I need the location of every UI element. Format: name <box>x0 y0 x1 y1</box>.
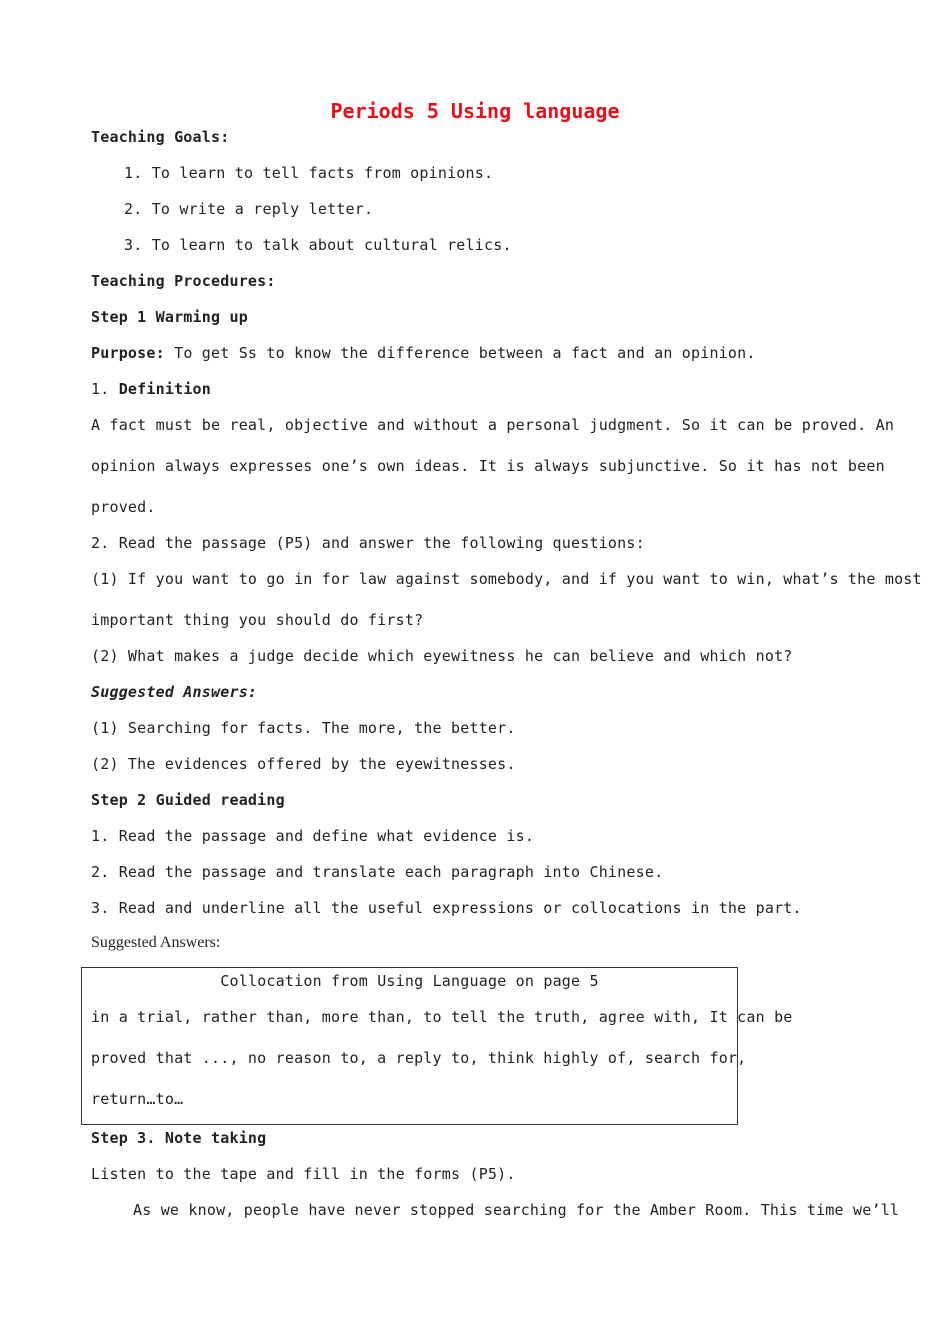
step3-instruction: Listen to the tape and fill in the forms (P5). <box>91 1165 516 1183</box>
suggested-answers-label: Suggested Answers: <box>91 934 221 951</box>
purpose-text: To get Ss to know the difference between a fact and an opinion. <box>164 344 756 362</box>
step2-item: 2. Read the passage and translate each paragraph into Chinese. <box>91 863 664 881</box>
step2-item: 1. Read the passage and define what evidence is. <box>91 827 535 845</box>
collocation-box <box>81 967 793 1125</box>
question-2: (2) What makes a judge decide which eyewitness he can believe and which not? <box>91 647 793 665</box>
goal-item: 1. To learn to tell facts from opinions. <box>124 164 494 182</box>
answer-item: (2) The evidences offered by the eyewitnesses. <box>91 755 516 773</box>
step3-heading: Step 3. Note taking <box>91 1129 267 1147</box>
goal-item: 2. To write a reply letter. <box>124 200 374 218</box>
answer-item: (1) Searching for facts. The more, the better. <box>91 719 516 737</box>
page-title: Periods 5 Using language <box>330 99 620 123</box>
purpose-label: Purpose: <box>91 344 165 362</box>
definition-number: 1. <box>91 380 119 398</box>
definition-line: proved. <box>91 498 156 516</box>
step2-item: 3. Read and underline all the useful expressions or collocations in the part. <box>91 899 802 917</box>
question-1-line: important thing you should do first? <box>91 611 424 629</box>
collocation-line: proved that ..., no reason to, a reply to, think highly of, search for, <box>91 1049 747 1067</box>
goals-heading: Teaching Goals: <box>91 128 230 146</box>
read-instruction: 2. Read the passage (P5) and answer the following questions: <box>91 534 645 552</box>
definition-heading <box>91 380 211 398</box>
step3-paragraph: As we know, people have never stopped searching for the Amber Room. This time we’ll <box>133 1201 900 1219</box>
definition-line: opinion always expresses one’s own ideas. It is always subjunctive. So it has not been <box>91 457 885 475</box>
definition-line: A fact must be real, objective and without a personal judgment. So it can be proved. An <box>91 416 895 434</box>
step2-heading: Step 2 Guided reading <box>91 791 285 809</box>
step1-heading: Step 1 Warming up <box>91 308 248 326</box>
goal-item: 3. To learn to talk about cultural relics. <box>124 236 512 254</box>
suggested-answers-heading: Suggested Answers: <box>91 683 258 701</box>
procedures-heading: Teaching Procedures: <box>91 272 276 290</box>
purpose-line <box>91 344 756 362</box>
collocation-line: in a trial, rather than, more than, to tell the truth, agree with, It can be <box>91 1008 793 1026</box>
definition-title: Definition <box>118 380 212 398</box>
collocation-line: return…to… <box>91 1090 184 1108</box>
collocation-box-title: Collocation from Using Language on page 5 <box>220 972 599 990</box>
question-1-line: (1) If you want to go in for law against somebody, and if you want to win, what’s the most <box>91 570 922 588</box>
